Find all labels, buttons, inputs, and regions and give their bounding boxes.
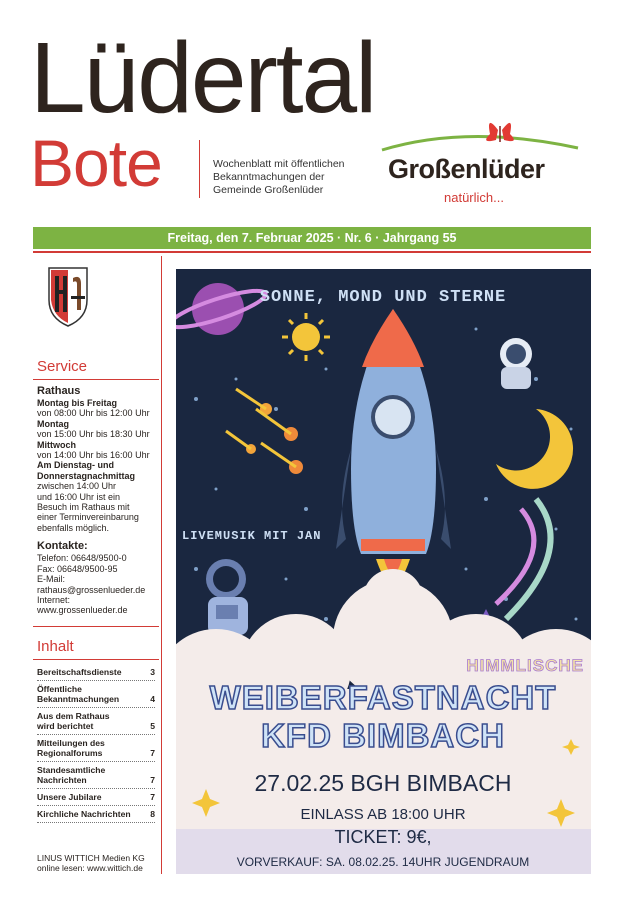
toc-label: Nachrichten [37, 775, 87, 785]
toc-label: Bereitschaftsdienste [37, 667, 122, 677]
masthead-divider [199, 140, 200, 198]
municipality-logo [378, 110, 588, 210]
poster-himmlische: HIMMLISCHE [466, 656, 584, 675]
toc-label: Regionalforums [37, 748, 103, 758]
masthead-tagline [213, 158, 383, 197]
hours-time: von 15:00 Uhr bis 18:30 Uhr [37, 429, 150, 440]
service-box [37, 384, 159, 616]
toc-page: 4 [150, 694, 155, 704]
toc-page: 7 [150, 792, 155, 802]
tagline-line: Wochenblatt mit öffentlichen [213, 158, 345, 170]
poster-artwork [176, 269, 591, 874]
toc-rule [33, 659, 159, 660]
toc-item[interactable] [37, 735, 155, 762]
service-rule [33, 379, 159, 380]
event-poster [176, 269, 591, 874]
extra-line: und 16:00 Uhr ist ein [37, 491, 121, 502]
toc-page: 8 [150, 809, 155, 819]
toc-title: Inhalt [37, 638, 74, 655]
toc-page: 3 [150, 667, 155, 677]
rathaus-heading: Rathaus [37, 385, 81, 397]
issue-band: Freitag, den 7. Februar 2025 · Nr. 6 · Jahrgang 55 [33, 227, 591, 249]
toc-item[interactable] [37, 664, 155, 681]
toc-label: Aus dem Rathaus [37, 711, 110, 721]
toc-top-rule [33, 626, 159, 627]
coat-of-arms-icon [47, 266, 89, 338]
tagline-line: Bekanntmachungen der [213, 171, 325, 183]
toc-page: 7 [150, 748, 155, 758]
poster-event-org: KFD BIMBACH [261, 717, 505, 754]
hours-time: von 08:00 Uhr bis 12:00 Uhr [37, 408, 150, 419]
logo-slogan: natürlich... [444, 190, 504, 205]
poster-livemusik: LIVEMUSIK MIT JAN [182, 529, 322, 543]
toc-label: Unsere Jubilare [37, 792, 102, 802]
toc-item[interactable] [37, 806, 155, 823]
extra-heading: Am Dienstag- und [37, 460, 115, 471]
publisher-footer [37, 853, 145, 873]
toc-item[interactable] [37, 789, 155, 806]
poster-event-title: WEIBERFASTNACHT [209, 679, 557, 716]
toc-page: 7 [150, 775, 155, 785]
contact-line: Telefon: 06648/9500-0 [37, 553, 127, 564]
poster-headline: SONNE, MOND UND STERNE [259, 288, 507, 307]
extra-line: Besuch im Rathaus mit [37, 502, 130, 513]
table-of-contents [37, 664, 155, 823]
contact-line: Fax: 06648/9500-95 [37, 563, 118, 574]
extra-heading: Donnerstagnachmittag [37, 470, 136, 481]
contact-email-link[interactable]: rathaus@grossenlueder.de [37, 584, 146, 595]
extra-line: einer Terminvereinbarung [37, 512, 139, 523]
toc-item[interactable] [37, 762, 155, 789]
toc-page: 5 [150, 721, 155, 731]
publisher-link[interactable]: online lesen: www.wittich.de [37, 863, 143, 873]
sidebar-divider [161, 256, 162, 874]
hours-day: Montag [37, 418, 69, 429]
astronaut-icon [500, 338, 532, 389]
extra-line: zwischen 14:00 Uhr [37, 481, 117, 492]
poster-einlass: EINLASS AB 18:00 UHR [300, 806, 466, 823]
publisher-name: LINUS WITTICH Medien KG [37, 853, 145, 863]
band-rule [33, 251, 591, 253]
toc-label: Standesamtliche [37, 765, 106, 775]
toc-label: Mitteilungen des [37, 738, 105, 748]
toc-item[interactable] [37, 681, 155, 708]
toc-label: Kirchliche Nachrichten [37, 809, 131, 819]
hours-time: von 14:00 Uhr bis 16:00 Uhr [37, 450, 150, 461]
poster-date-place: 27.02.25 BGH BIMBACH [254, 770, 512, 796]
contact-line: Internet: [37, 594, 71, 605]
butterfly-hill-icon [378, 110, 588, 160]
extra-line: ebenfalls möglich. [37, 522, 110, 533]
hours-day: Mittwoch [37, 439, 76, 450]
logo-name: Großenlüder [388, 154, 545, 184]
toc-label: Bekanntmachungen [37, 694, 120, 704]
toc-label: wird berichtet [37, 721, 94, 731]
poster-ticket: TICKET: 9€, [334, 827, 432, 847]
contacts-heading: Kontakte: [37, 540, 88, 553]
toc-label: Öffentliche [37, 684, 82, 694]
poster-vorverkauf: VORVERKAUF: SA. 08.02.25. 14UHR JUGENDRAUM [236, 855, 530, 869]
masthead-title: Lüdertal [30, 22, 376, 134]
contact-line: E-Mail: [37, 574, 66, 585]
contact-website-link[interactable]: www.grossenlueder.de [37, 605, 128, 616]
service-title: Service [37, 358, 88, 375]
masthead-subtitle: Bote [30, 126, 162, 200]
tagline-line: Gemeinde Großenlüder [213, 184, 324, 196]
toc-item[interactable] [37, 708, 155, 735]
hours-day: Montag bis Freitag [37, 398, 118, 408]
